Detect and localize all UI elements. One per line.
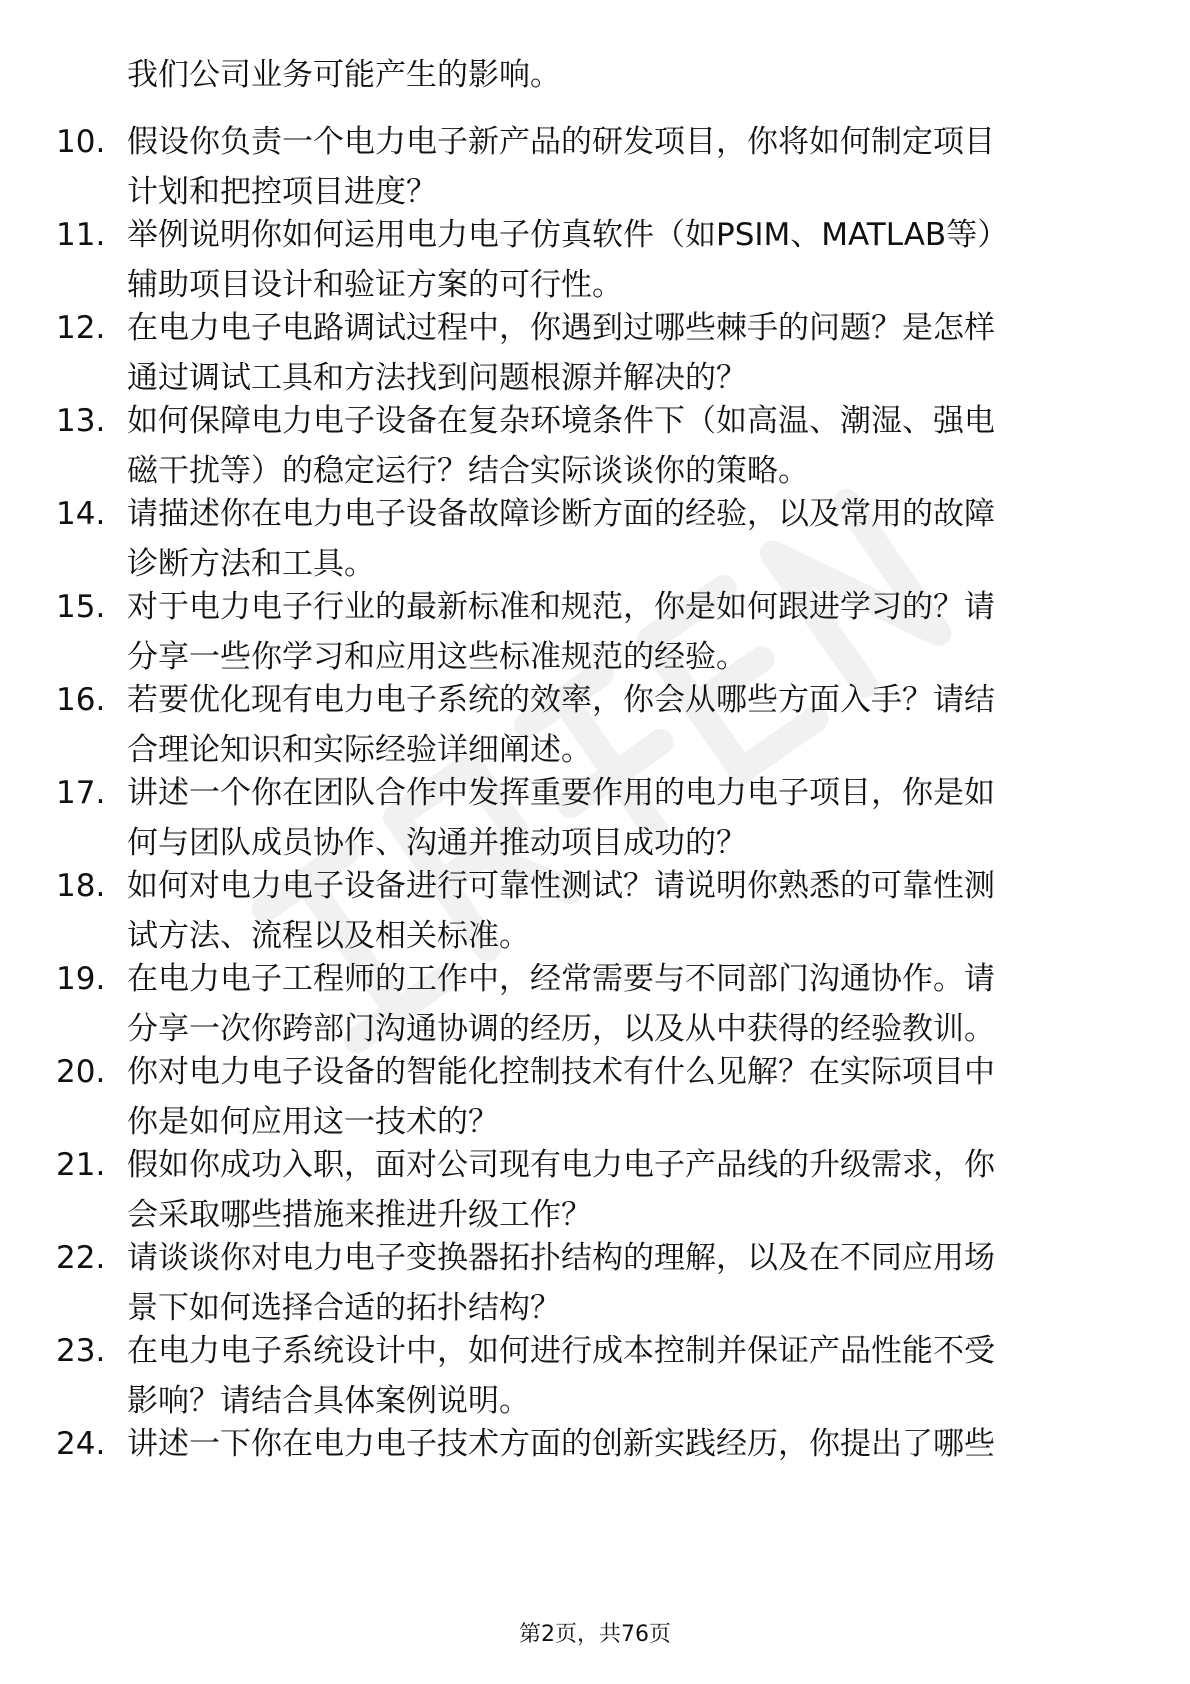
- question-line: 诊断方法和工具。: [127, 546, 375, 582]
- question-text: [127, 582, 1127, 682]
- question-line: 请描述你在电力电子设备故障诊断方面的经验，以及常用的故障: [127, 496, 995, 532]
- question-line: 景下如何选择合适的拓扑结构？: [127, 1290, 561, 1326]
- question-line: 影响？请结合具体案例说明。: [127, 1383, 530, 1419]
- question-line: 如何对电力电子设备进行可靠性测试？请说明你熟悉的可靠性测: [127, 868, 995, 904]
- question-number: 10.: [56, 124, 106, 160]
- question-line: 假设你负责一个电力电子新产品的研发项目，你将如何制定项目: [127, 124, 995, 160]
- question-line: 在电力电子电路调试过程中，你遇到过哪些棘手的问题？是怎样: [127, 310, 995, 346]
- question-number: 16.: [56, 682, 106, 718]
- question-text: [127, 303, 1127, 403]
- question-text: [127, 489, 1127, 589]
- question-text: [127, 1233, 1127, 1333]
- question-line: 磁干扰等）的稳定运行？结合实际谈谈你的策略。: [127, 453, 809, 489]
- question-number: 20.: [56, 1054, 106, 1090]
- question-text: [127, 117, 1127, 217]
- question-line: 何与团队成员协作、沟通并推动项目成功的？: [127, 825, 747, 861]
- question-line: 在电力电子工程师的工作中，经常需要与不同部门沟通协作。请: [127, 961, 995, 997]
- question-number: 15.: [56, 589, 106, 625]
- question-line: 辅助项目设计和验证方案的可行性。: [127, 267, 623, 303]
- question-line: 讲述一下你在电力电子技术方面的创新实践经历，你提出了哪些: [127, 1426, 995, 1462]
- question-line: 你对电力电子设备的智能化控制技术有什么见解？在实际项目中: [127, 1054, 995, 1090]
- question-line: 分享一些你学习和应用这些标准规范的经验。: [127, 639, 747, 675]
- question-number: 23.: [56, 1333, 106, 1369]
- question-number: 12.: [56, 310, 106, 346]
- question-text: [127, 954, 1127, 1054]
- question-line: 假如你成功入职，面对公司现有电力电子产品线的升级需求，你: [127, 1147, 995, 1183]
- question-number: 19.: [56, 961, 106, 997]
- question-text: [127, 675, 1127, 775]
- question-number: 21.: [56, 1147, 106, 1183]
- question-line: 若要优化现有电力电子系统的效率，你会从哪些方面入手？请结: [127, 682, 995, 718]
- question-text: [127, 396, 1127, 496]
- question-line: 对于电力电子行业的最新标准和规范，你是如何跟进学习的？请: [127, 589, 995, 625]
- question-line: 如何保障电力电子设备在复杂环境条件下（如高温、潮湿、强电: [127, 403, 995, 439]
- question-text: [127, 861, 1127, 961]
- question-text: [127, 1419, 1127, 1469]
- continuation-text: 我们公司业务可能产生的影响。: [127, 57, 561, 93]
- question-number: 22.: [56, 1240, 106, 1276]
- question-line: 通过调试工具和方法找到问题根源并解决的？: [127, 360, 747, 396]
- question-line: 讲述一个你在团队合作中发挥重要作用的电力电子项目，你是如: [127, 775, 995, 811]
- question-line: 计划和把控项目进度？: [127, 174, 437, 210]
- question-line: 在电力电子系统设计中，如何进行成本控制并保证产品性能不受: [127, 1333, 995, 1369]
- question-line: 试方法、流程以及相关标准。: [127, 918, 530, 954]
- question-text: [127, 1326, 1127, 1426]
- question-number: 18.: [56, 868, 106, 904]
- page-footer: 第2页，共76页: [519, 1622, 671, 1647]
- question-line: 你是如何应用这一技术的？: [127, 1104, 499, 1140]
- question-number: 14.: [56, 496, 106, 532]
- question-text: [127, 210, 1127, 310]
- question-line: 举例说明你如何运用电力电子仿真软件（如PSIM、MATLAB等）: [127, 217, 1009, 253]
- question-number: 13.: [56, 403, 106, 439]
- question-text: [127, 1140, 1127, 1240]
- question-line: 会采取哪些措施来推进升级工作？: [127, 1197, 592, 1233]
- question-number: 24.: [56, 1426, 106, 1462]
- question-number: 11.: [56, 217, 106, 253]
- question-text: [127, 1047, 1127, 1147]
- question-text: [127, 768, 1127, 868]
- question-number: 17.: [56, 775, 106, 811]
- question-line: 合理论知识和实际经验详细阐述。: [127, 732, 592, 768]
- question-line: 请谈谈你对电力电子变换器拓扑结构的理解，以及在不同应用场: [127, 1240, 995, 1276]
- question-line: 分享一次你跨部门沟通协调的经历，以及从中获得的经验教训。: [127, 1011, 995, 1047]
